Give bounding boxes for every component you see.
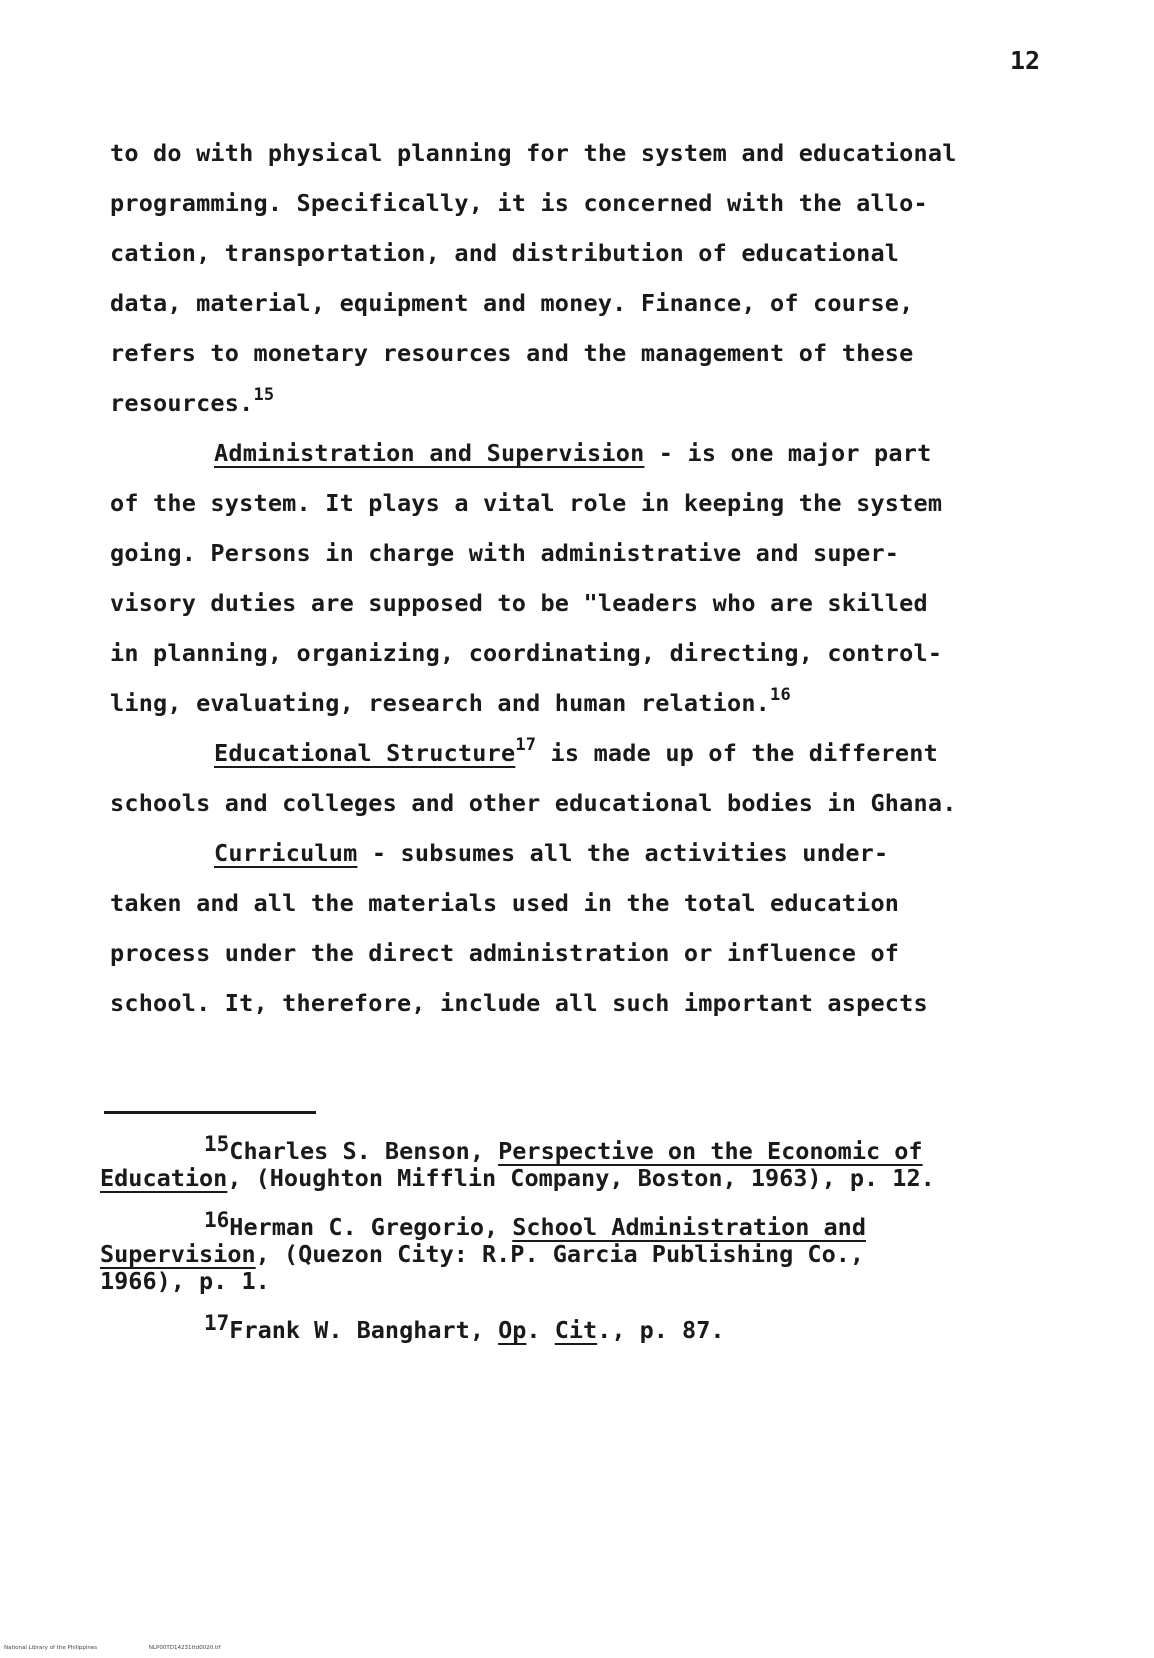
footnote-line [100, 1132, 1080, 1165]
page-number: 12 [1010, 46, 1041, 75]
footnote-line: 1966), p. 1. [100, 1267, 270, 1295]
footnote-cit: Cit [554, 1316, 598, 1344]
footnote-title: School Administration and [512, 1213, 866, 1241]
text-line [110, 428, 1070, 478]
scan-footer [4, 1645, 271, 1651]
defined-term: Educational Structure [214, 739, 516, 767]
defined-term: Administration and Supervision [214, 439, 645, 467]
text-line [110, 728, 1070, 778]
file-id: NLP00TD14231ttd0020.tif [148, 1645, 221, 1651]
footnote-publication: , (Houghton Mifflin Company, Boston, 1963), p. 12. [227, 1164, 935, 1192]
text-line: of the system. It plays a vital role in keeping the system [110, 489, 943, 517]
footnote-ref: 17 [515, 735, 537, 755]
text-segment: - is one major part [644, 439, 932, 467]
library-credit: National Library of the Philippines [4, 1645, 98, 1651]
text-line: going. Persons in charge with administrative and super- [110, 539, 900, 567]
text-line: schools and colleges and other educational bodies in Ghana. [110, 789, 957, 817]
text-line: process under the direct administration or influence of [110, 939, 900, 967]
text-line: taken and all the materials used in the total education [110, 889, 900, 917]
text-line [110, 828, 1070, 878]
footnote-ref: 15 [253, 385, 275, 405]
footnote-line [100, 1208, 1080, 1241]
footnote-dot: . [526, 1316, 555, 1344]
text-segment: is made up of the different [536, 739, 938, 767]
footnote-number: 17 [204, 1311, 230, 1335]
footnote-author: Charles S. Benson, [229, 1137, 499, 1165]
text-line: visory duties are supposed to be "leaders who are skilled [110, 589, 928, 617]
footnote-ref: 16 [770, 685, 791, 705]
text-line: refers to monetary resources and the management of these [110, 339, 914, 367]
text-line: data, material, equipment and money. Finance, of course, [110, 289, 914, 317]
text-segment: ling, evaluating, research and human relation. [110, 689, 771, 717]
footnote-17 [100, 1311, 1080, 1344]
footnotes [100, 1132, 1080, 1366]
text-line [110, 678, 1070, 728]
footnote-line [100, 1165, 1080, 1192]
footnote-number: 16 [204, 1208, 230, 1232]
footnote-title: Supervision [100, 1240, 256, 1268]
text-line: programming. Specifically, it is concerned with the allo- [110, 189, 928, 217]
text-line: school. It, therefore, include all such important aspects [110, 989, 928, 1017]
text-line: to do with physical planning for the system and educational [110, 139, 957, 167]
body-text [110, 128, 1070, 1028]
footnote-author: Frank W. Banghart, [229, 1316, 499, 1344]
text-segment: resources. [110, 389, 254, 417]
defined-term: Curriculum [214, 839, 358, 867]
footnote-15 [100, 1132, 1080, 1192]
footnote-publication: ., p. 87. [597, 1316, 725, 1344]
footnote-16 [100, 1208, 1080, 1295]
footnote-author: Herman C. Gregorio, [229, 1213, 513, 1241]
footnote-publication: , (Quezon City: R.P. Garcia Publishing Co., [255, 1240, 865, 1268]
text-line [110, 378, 1070, 428]
footnote-title: Perspective on the Economic of [498, 1137, 923, 1165]
footnote-number: 15 [204, 1132, 230, 1156]
footnote-separator [104, 1111, 316, 1114]
text-segment: - subsumes all the activities under- [357, 839, 889, 867]
footnote-title: Education [100, 1164, 228, 1192]
footnote-line [100, 1311, 1080, 1344]
footnote-op: Op [498, 1316, 527, 1344]
footnote-line [100, 1241, 1080, 1268]
text-line: cation, transportation, and distribution of educational [110, 239, 900, 267]
text-line: in planning, organizing, coordinating, directing, control- [110, 639, 943, 667]
